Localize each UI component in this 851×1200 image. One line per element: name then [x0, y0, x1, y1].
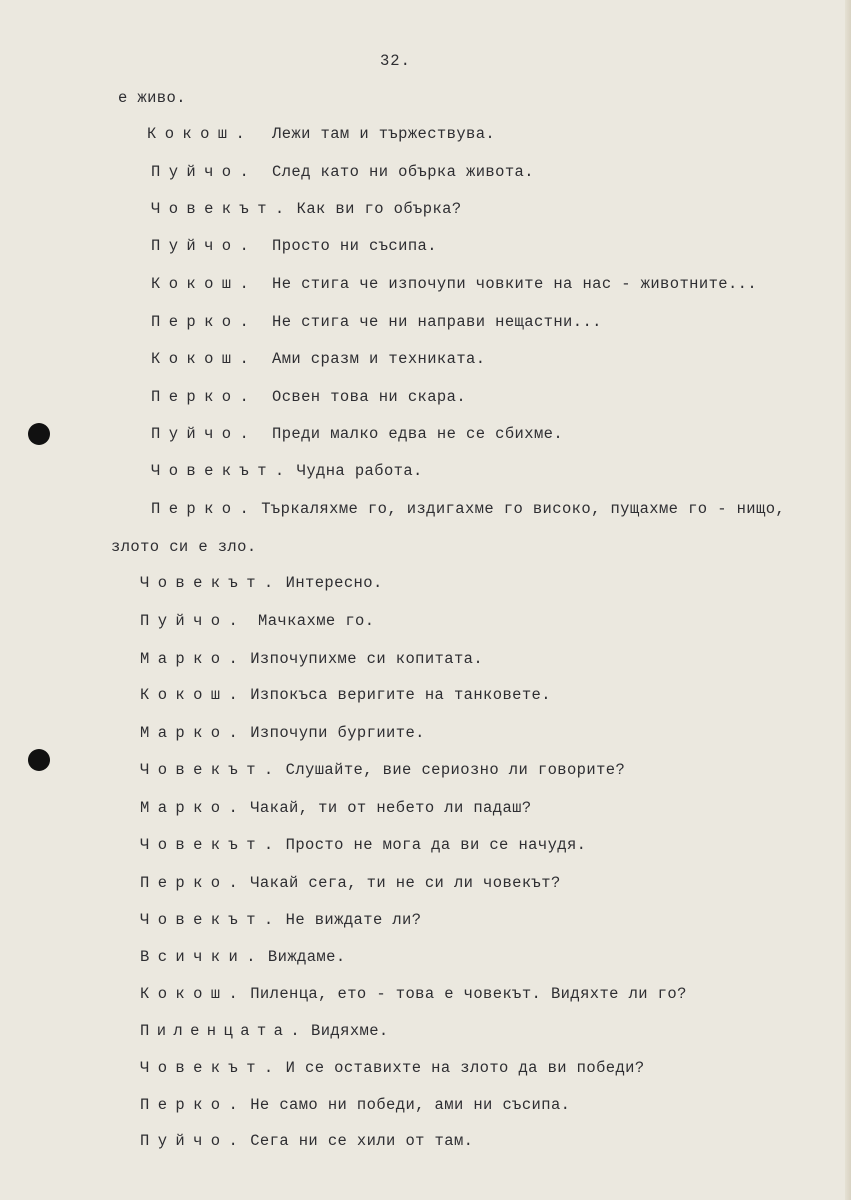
speaker-name: Човекът. — [140, 836, 282, 854]
dialogue-text: Търкаляхме го, издигахме го високо, пущахме го - нищо, — [261, 500, 786, 518]
dialogue-text: Видяхме. — [311, 1022, 389, 1040]
dialogue-text: Изпочупи бургиите. — [250, 724, 425, 742]
script-line — [140, 686, 845, 704]
script-line — [140, 612, 845, 630]
speaker-name: Пуйчо. — [140, 1132, 247, 1150]
script-line — [140, 985, 845, 1003]
paper-edge-shadow — [845, 0, 851, 1200]
dialogue-text: Просто не мога да ви се начудя. — [285, 836, 587, 854]
script-line — [140, 836, 845, 854]
speaker-name: Перко. — [151, 500, 258, 518]
script-line — [147, 125, 845, 143]
script-line — [151, 275, 845, 293]
speaker-name: Човекът. — [151, 462, 293, 480]
script-line — [140, 874, 845, 892]
dialogue-text: Пиленца, ето - това е човекът. Видяхте ли го? — [250, 985, 687, 1003]
script-line — [140, 1059, 845, 1077]
dialogue-text: е живо. — [118, 89, 186, 107]
speaker-name: Пуйчо. — [151, 237, 258, 255]
script-line — [151, 425, 845, 443]
script-line — [140, 574, 845, 592]
page-number: 32. — [380, 52, 411, 70]
script-line — [151, 500, 845, 518]
punch-hole-top — [28, 423, 50, 445]
speaker-name: Кокош. — [151, 275, 258, 293]
script-line — [140, 761, 845, 779]
punch-hole-bottom — [28, 749, 50, 771]
script-line — [140, 948, 845, 966]
dialogue-text: Виждаме. — [267, 948, 346, 966]
dialogue-text: Изпокъса веригите на танковете. — [250, 686, 551, 704]
script-line — [118, 89, 845, 107]
speaker-name: Марко. — [140, 799, 247, 817]
script-line — [111, 538, 845, 556]
dialogue-text: Преди малко едва не се сбихме. — [272, 425, 564, 443]
speaker-name: Кокош. — [140, 985, 247, 1003]
script-line — [140, 799, 845, 817]
script-line — [151, 200, 845, 218]
speaker-name: Човекът. — [140, 911, 282, 929]
dialogue-text: След като ни обърка живота. — [272, 163, 534, 181]
dialogue-text: Не виждате ли? — [285, 911, 422, 929]
script-line — [151, 237, 845, 255]
speaker-name: Кокош. — [147, 125, 254, 143]
speaker-name: Човекът. — [151, 200, 293, 218]
dialogue-text: Сега ни се хили от там. — [250, 1132, 474, 1150]
script-line — [140, 911, 845, 929]
speaker-name: Перко. — [151, 388, 258, 406]
dialogue-text: Как ви го обърка? — [296, 200, 462, 218]
dialogue-text: Чакай, ти от небето ли падаш? — [250, 799, 532, 817]
speaker-name: Кокош. — [151, 350, 258, 368]
speaker-name: Всички. — [140, 948, 264, 966]
dialogue-text: Изпочупихме си копитата. — [250, 650, 484, 668]
speaker-name: Кокош. — [140, 686, 247, 704]
dialogue-text: Мачкахме го. — [258, 612, 375, 630]
dialogue-text: Чудна работа. — [296, 462, 423, 480]
dialogue-text: злото си е зло. — [111, 538, 257, 556]
speaker-name: Човекът. — [140, 1059, 282, 1077]
script-line — [140, 724, 845, 742]
script-line — [140, 1132, 845, 1150]
dialogue-text: Ами сразм и техниката. — [272, 350, 486, 368]
script-line — [151, 350, 845, 368]
speaker-name: Перко. — [151, 313, 258, 331]
dialogue-text: И се оставихте на злото да ви победи? — [285, 1059, 645, 1077]
dialogue-text: Освен това ни скара. — [272, 388, 467, 406]
script-line — [151, 313, 845, 331]
speaker-name: Пиленцата. — [140, 1022, 308, 1040]
speaker-name: Перко. — [140, 874, 247, 892]
script-line — [140, 650, 845, 668]
speaker-name: Пуйчо. — [140, 612, 247, 630]
script-line — [140, 1022, 845, 1040]
script-line — [151, 163, 845, 181]
dialogue-text: Лежи там и тържествува. — [272, 125, 496, 143]
speaker-name: Марко. — [140, 724, 247, 742]
dialogue-text: Интересно. — [285, 574, 383, 592]
speaker-name: Човекът. — [140, 574, 282, 592]
speaker-name: Човекът. — [140, 761, 282, 779]
dialogue-text: Не стига че ни направи нещастни... — [272, 313, 602, 331]
dialogue-text: Чакай сега, ти не си ли човекът? — [250, 874, 561, 892]
dialogue-text: Не само ни победи, ами ни съсипа. — [250, 1096, 571, 1114]
dialogue-text: Не стига че изпочупи човките на нас - животните... — [272, 275, 758, 293]
speaker-name: Марко. — [140, 650, 247, 668]
dialogue-text: Просто ни съсипа. — [272, 237, 437, 255]
speaker-name: Перко. — [140, 1096, 247, 1114]
script-line — [140, 1096, 845, 1114]
speaker-name: Пуйчо. — [151, 163, 258, 181]
speaker-name: Пуйчо. — [151, 425, 258, 443]
script-line — [151, 388, 845, 406]
script-line — [151, 462, 845, 480]
dialogue-text: Слушайте, вие сериозно ли говорите? — [285, 761, 626, 779]
